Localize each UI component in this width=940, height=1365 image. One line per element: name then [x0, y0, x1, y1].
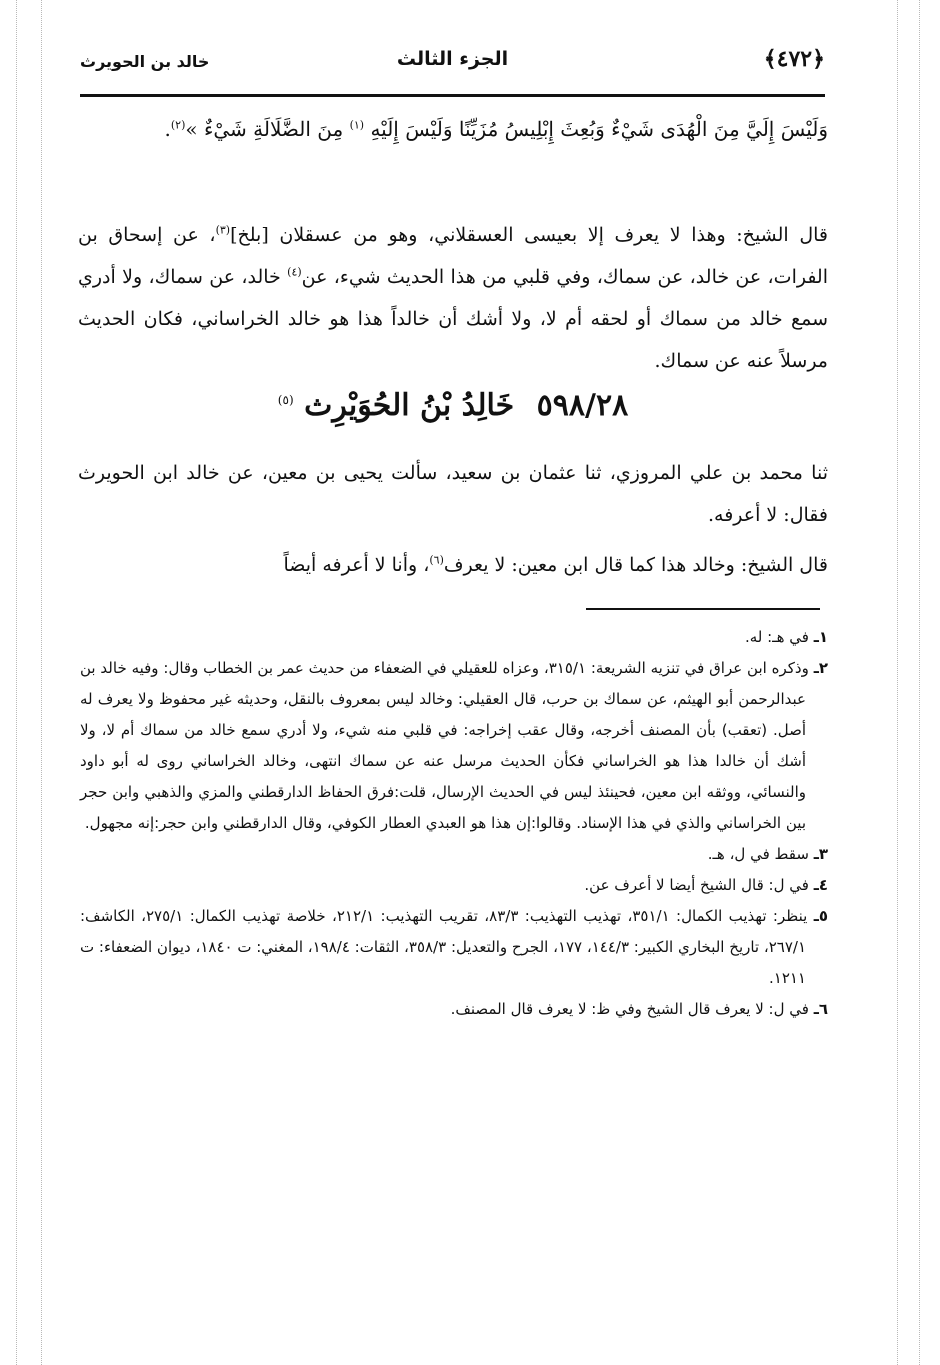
commentary-paragraph-2	[78, 544, 828, 586]
para3-part-b: ، وأنا لا أعرفه أيضاً	[283, 554, 430, 576]
verse-line-2: مِنَ الضَّلَالَةِ شَيْءٌ »	[185, 117, 344, 141]
footnote-ref-3: (٣)	[215, 223, 231, 237]
footnote-item	[80, 901, 828, 994]
footnote-text: ينظر: تهذيب الكمال: ٣٥١/١، تهذيب التهذيب: ٨٣/٣، تقريب التهذيب: ٢١٢/١، خلاصة تهذيب الكمال: ٢٧٥/١، الكاشف: ٢٦٧/١، تاريخ البخاري الكبير: ١٤٤/٣، ١٧٧، الجرح والتعديل: ٣٥٨/٣، الثقات: ١٩٨/٤، المغني: ت ١٨٤٠، ديوان الضعفاء: ت ١٢١١.	[80, 907, 808, 987]
footnote-label: ٢ـ	[813, 659, 828, 677]
entry-heading	[78, 388, 828, 423]
footnote-item	[80, 653, 828, 839]
footnote-ref-2: (٢)	[170, 118, 186, 132]
scan-edge-mark	[919, 0, 920, 1365]
footnote-label: ٤ـ	[813, 876, 828, 894]
scan-edge-mark	[897, 0, 898, 1365]
footnote-text: سقط في ل، هـ.	[707, 845, 809, 863]
narration-paragraph: ثنا محمد بن علي المروزي، ثنا عثمان بن سعيد، سألت يحيى بن معين، عن خالد ابن الحويرث فقال: لا أعرفه.	[78, 462, 828, 526]
footnote-label: ٣ـ	[813, 845, 828, 863]
para1-part-b: ، عن إسحاق بن الفرات، عن خالد، عن سماك، وفي قلبي من هذا الحديث شيء، عن	[78, 224, 829, 288]
entry-name: خَالِدُ بْنُ الحُوَيْرِث	[304, 388, 515, 423]
footnote-rule	[586, 608, 820, 610]
para1-part-c: خالد، عن سماك، ولا أدري سمع خالد من سماك أو لحقه أم لا، ولا أشك أن خالداً هذا هو خالد الخراساني، فكان الحديث مرسلاً عنه عن سماك.	[78, 266, 828, 372]
running-title: خالد بن الحويرث	[80, 52, 210, 71]
footnote-text: في ل: لا يعرف قال الشيخ وفي ظ: لا يعرف قال المصنف.	[450, 1000, 809, 1018]
para1-part-a: قال الشيخ: وهذا لا يعرف إلا بعيسى العسقلاني، وهو من عسقلان [بلخ]	[230, 224, 829, 246]
part-title: الجزء الثالث	[396, 48, 509, 70]
page-header	[80, 44, 825, 92]
verse-end: .	[164, 117, 171, 141]
para3-part-a: قال الشيخ: وخالد هذا كما قال ابن معين: لا يعرف	[443, 554, 828, 576]
footnote-text: وذكره ابن عراق في تنزيه الشريعة: ٣١٥/١، وعزاه للعقيلي في الضعفاء من حديث عمر بن الخطاب وقال: وفيه خالد بن عبدالرحمن أبو الهيثم، عن سماك بن حرب، قال العقيلي: وخالد ليس بمعروف بالنقل، وحديثه غير محفوظ ولا يعرف له أصل. (تعقب) بأن المصنف أخرجه، وقال عقب إخراجه: في قلبي منه شيء، ولا أدري سمع خالد من سماك أم لا، ولا أشك أن خالدا هذا هو الخراساني فكأن الحديث مرسل عنه عن سماك انتهى، وخالد الخراساني روى له أبو داود والنسائي، ووثقه ابن معين، فحينئذ ليس في الحديث الإرسال، قلت:فرق الحفاظ الدارقطني والمزي والذهبي وابن حجر بين الخراساني والذي في هذا الإسناد. وقالوا:إن هذا هو العبدي العطار الكوفي، وقال الدارقطني وابن حجر:إنه مجهول.	[80, 659, 809, 832]
footnote-label: ٦ـ	[813, 1000, 828, 1018]
footnote-ref-1: (١)	[349, 118, 365, 132]
footnote-text: في هـ: له.	[744, 628, 809, 646]
scan-edge-mark	[16, 0, 17, 1365]
verse-line-1: وَلَيْسَ إِلَيَّ مِنَ الْهُدَى شَيْءٌ وَبُعِثَ إِبْلِيسُ مُزَيِّنًا وَلَيْسَ إِلَيْهِ	[370, 117, 828, 141]
page-number: ﴿٤٧٢﴾	[763, 46, 825, 72]
footnote-ref-5: (٥)	[277, 393, 294, 407]
footnote-ref-6: (٦)	[429, 553, 444, 567]
scan-edge-mark	[41, 0, 42, 1365]
entry-number: ٥٩٨/٢٨	[536, 388, 629, 423]
footnote-item	[80, 622, 828, 653]
footnote-item	[80, 870, 828, 901]
footnote-item	[80, 839, 828, 870]
footnote-ref-4: (٤)	[287, 265, 302, 279]
header-rule	[80, 94, 825, 97]
footnote-item	[80, 994, 828, 1025]
footnotes	[80, 622, 828, 1025]
footnote-label: ١ـ	[813, 628, 828, 646]
footnote-text: في ل: قال الشيخ أيضا لا أعرف عن.	[584, 876, 809, 894]
commentary-paragraph-1	[78, 214, 828, 382]
hadith-verse	[78, 108, 828, 150]
footnote-label: ٥ـ	[813, 907, 828, 925]
